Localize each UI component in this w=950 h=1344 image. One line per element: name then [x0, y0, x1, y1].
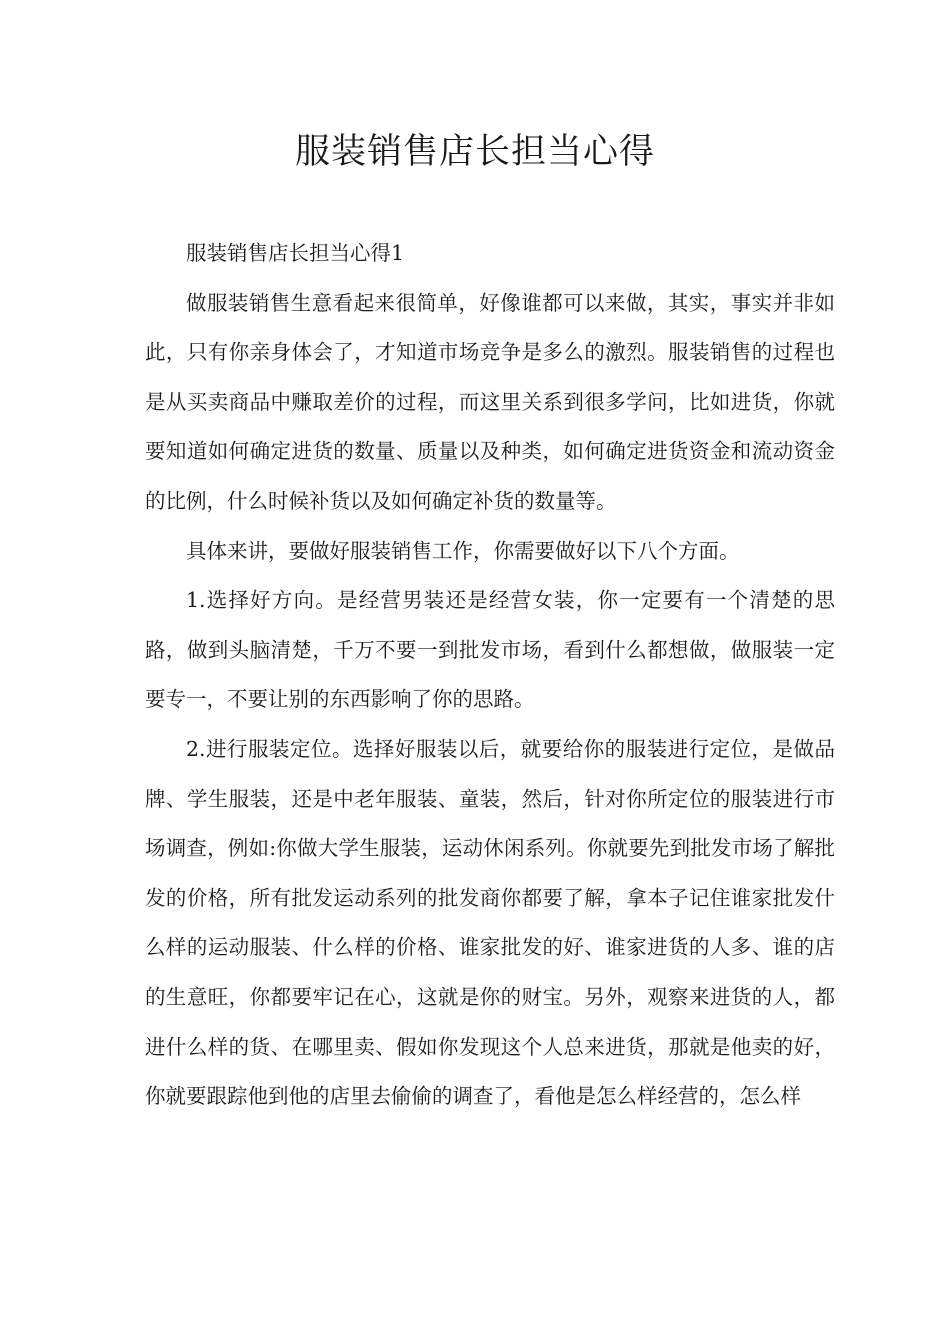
paragraph-point-1: 1.选择好方向。是经营男装还是经营女装，你一定要有一个清楚的思路，做到头脑清楚，千万不要一到批发市场，看到什么都想做，做服装一定要专一，不要让别的东西影响了你的思路。: [145, 588, 835, 712]
paragraph-intro: 做服装销售生意看起来很简单，好像谁都可以来做，其实，事实并非如此，只有你亲身体会了，才知道市场竞争是多么的激烈。服装销售的过程也是从买卖商品中赚取差价的过程，而这里关系到很多学问，比如进货，你就要知道如何确定进货的数量、质量以及种类，如何确定进货资金和流动资金的比例，什么时候补货以及如何确定补货的数量等。: [145, 290, 835, 513]
document-title: 服装销售店长担当心得: [294, 132, 655, 172]
document-body: [145, 229, 835, 1122]
paragraph-overview: 具体来讲，要做好服装销售工作，你需要做好以下八个方面。: [186, 538, 740, 563]
paragraph-point-2: 2.进行服装定位。选择好服装以后，就要给你的服装进行定位，是做品牌、学生服装，还是中老年服装、童装，然后，针对你所定位的服装进行市场调查，例如:你做大学生服装，运动休闲系列。你就要先到批发市场了解批发的价格，所有批发运动系列的批发商你都要了解，拿本子记住谁家批发什么样的运动服装、什么样的价格、谁家批发的好、谁家进货的人多、谁的店的生意旺，你都要牢记在心，这就是你的财宝。另外，观察来进货的人，都进什么样的货、在哪里卖、假如你发现这个人总来进货，那就是他卖的好，你就要跟踪他到他的店里去偷偷的调查了，看他是怎么样经营的，怎么样: [145, 736, 835, 1109]
paragraph-subtitle: 服装销售店长担当心得1: [186, 241, 405, 265]
